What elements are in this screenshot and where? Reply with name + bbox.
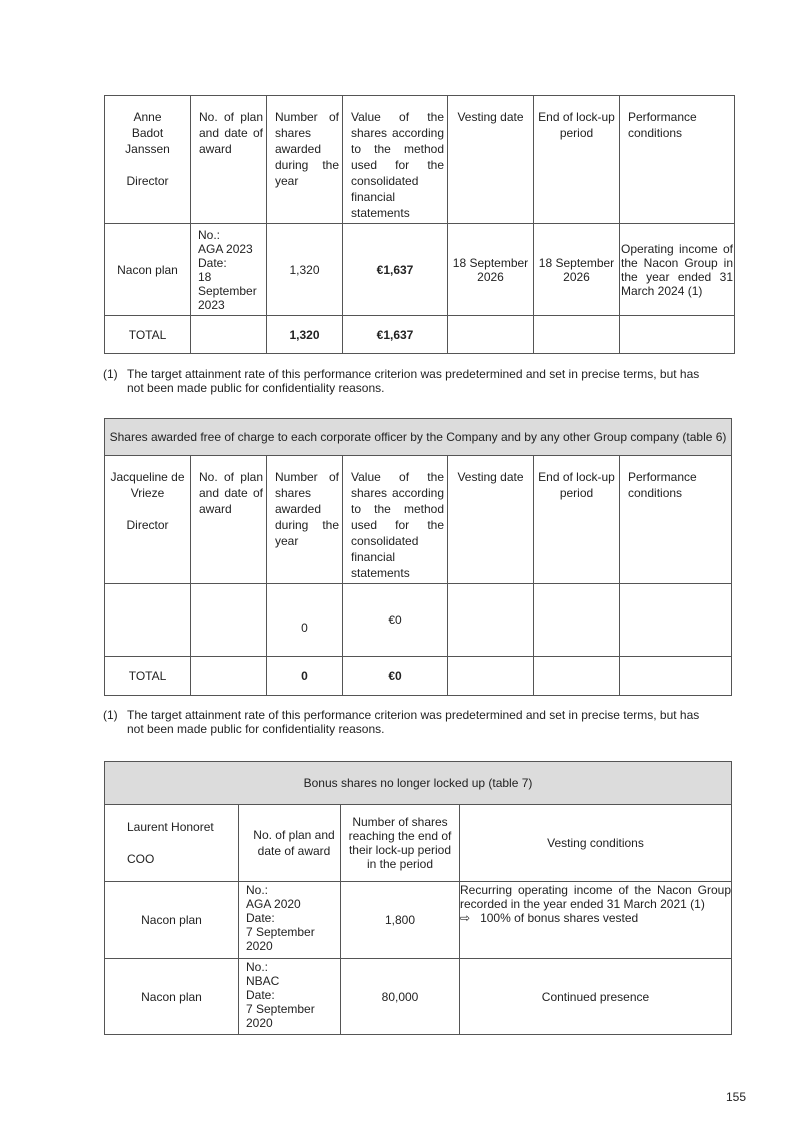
footnote-text: The target attainment rate of this performance criterion was predetermined and set in precise terms, but has not been made public for confidentiality reasons. <box>127 708 700 736</box>
share-count-header: Number of shares awarded during the year <box>267 96 343 224</box>
total-label: TOTAL <box>105 657 191 696</box>
share-value-header: Value of the shares according to the method used for the consolidated financial statements <box>343 456 448 584</box>
table-header-row <box>105 456 732 584</box>
footnote-text: The target attainment rate of this performance criterion was predetermined and set in precise terms, but has not been made public for confidentiality reasons. <box>127 367 700 395</box>
plan-name-cell: Nacon plan <box>105 882 239 959</box>
vesting-date-cell: 18 September 2026 <box>448 224 534 316</box>
empty-cell <box>620 657 732 696</box>
plan-number-cell: No.: AGA 2020 Date: 7 September 2020 <box>239 882 341 959</box>
empty-cell <box>620 584 732 657</box>
table-jacqueline-de-vrieze <box>104 418 732 696</box>
share-count-cell: 80,000 <box>341 959 460 1035</box>
vesting-conditions-header: Vesting conditions <box>460 805 732 882</box>
empty-cell <box>448 316 534 354</box>
vesting-date-header: Vesting date <box>448 96 534 224</box>
share-value-header: Value of the shares according to the method used for the consolidated financial statements <box>343 96 448 224</box>
table-row <box>105 224 735 316</box>
performance-conditions-header: Performance conditions <box>620 456 732 584</box>
arrow-right-icon: ⇨ <box>460 911 471 925</box>
lockup-end-cell: 18 September 2026 <box>534 224 620 316</box>
empty-cell <box>534 657 620 696</box>
table-title: Bonus shares no longer locked up (table 7) <box>105 762 732 805</box>
table-title: Shares awarded free of charge to each corporate officer by the Company and by any other Group company (table 6) <box>105 419 732 456</box>
total-share-count: 0 <box>267 657 343 696</box>
total-row <box>105 316 735 354</box>
plan-number-header: No. of plan and date of award <box>191 456 267 584</box>
share-count-header: Number of shares awarded during the year <box>267 456 343 584</box>
total-share-value: €0 <box>343 657 448 696</box>
share-value-cell: €1,637 <box>343 224 448 316</box>
condition-text: Recurring operating income of the Nacon Group recorded in the year ended 31 March 2021 (1) <box>460 883 731 911</box>
table-row <box>105 584 732 657</box>
share-count-header: Number of shares reaching the end of their lock-up period in the period <box>341 805 460 882</box>
footnote-number: (1) <box>103 367 118 381</box>
total-row <box>105 657 732 696</box>
vesting-date-header: Vesting date <box>448 456 534 584</box>
total-share-count: 1,320 <box>267 316 343 354</box>
total-label: TOTAL <box>105 316 191 354</box>
empty-cell <box>191 316 267 354</box>
officer-name-cell: Jacqueline de Vrieze Director <box>105 456 191 584</box>
officer-name-cell: Laurent Honoret COO <box>105 805 239 882</box>
lockup-end-header: End of lock-up period <box>534 96 620 224</box>
plan-name-cell: Nacon plan <box>105 224 191 316</box>
empty-cell <box>448 584 534 657</box>
share-count-cell: 1,320 <box>267 224 343 316</box>
empty-cell <box>448 657 534 696</box>
footnote-number: (1) <box>103 708 118 722</box>
table-header-row <box>105 805 732 882</box>
vesting-conditions-cell: Continued presence <box>460 959 732 1035</box>
performance-conditions-cell: Operating income of the Nacon Group in the year ended 31 March 2024 (1) <box>620 224 735 316</box>
table-bonus-shares-unlocked <box>104 761 732 1035</box>
footnote <box>103 708 713 736</box>
plan-name-cell: Nacon plan <box>105 959 239 1035</box>
table-row <box>105 882 732 959</box>
share-count-cell: 1,800 <box>341 882 460 959</box>
empty-cell <box>534 584 620 657</box>
table-title-row <box>105 762 732 805</box>
plan-number-header: No. of plan and date of award <box>191 96 267 224</box>
table-title-row <box>105 419 732 456</box>
plan-number-header: No. of plan and date of award <box>239 805 341 882</box>
officer-name-cell: Anne Badot Janssen Director <box>105 96 191 224</box>
empty-cell <box>620 316 735 354</box>
condition-bullet: 100% of bonus shares vested <box>480 911 639 925</box>
plan-number-cell: No.: AGA 2023 Date: 18 September 2023 <box>191 224 267 316</box>
lockup-end-header: End of lock-up period <box>534 456 620 584</box>
performance-conditions-header: Performance conditions <box>620 96 735 224</box>
empty-cell <box>534 316 620 354</box>
footnote <box>103 367 713 395</box>
empty-cell <box>105 584 191 657</box>
plan-number-cell: No.: NBAC Date: 7 September 2020 <box>239 959 341 1035</box>
empty-cell <box>191 584 267 657</box>
empty-cell <box>191 657 267 696</box>
total-share-value: €1,637 <box>343 316 448 354</box>
page-number: 155 <box>725 1090 746 1104</box>
share-value-cell: €0 <box>343 584 448 657</box>
vesting-conditions-cell <box>460 882 732 959</box>
table-header-row <box>105 96 735 224</box>
table-anne-badot-janssen <box>104 95 735 354</box>
share-count-cell: 0 <box>267 584 343 657</box>
table-row <box>105 959 732 1035</box>
